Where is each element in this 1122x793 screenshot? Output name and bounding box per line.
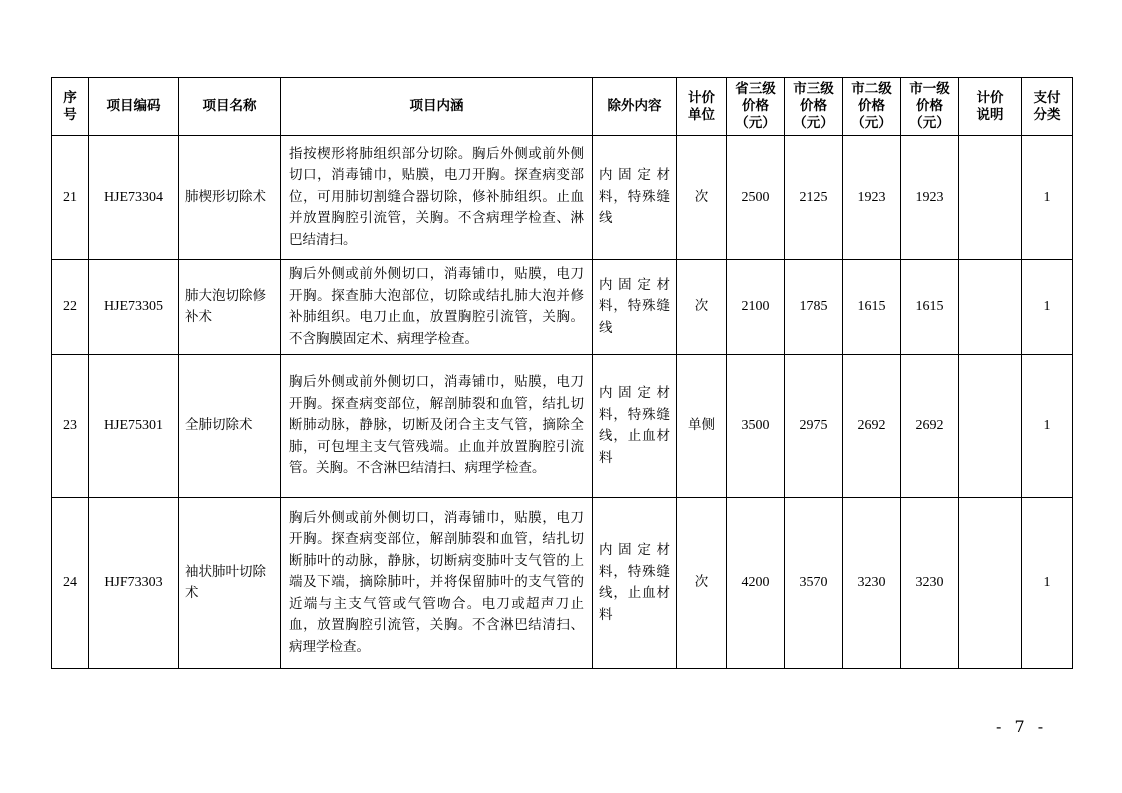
price-table	[51, 77, 1073, 669]
header-city3-price: 市三级 价格 （元）	[785, 78, 843, 136]
cell-code: HJE73304	[89, 136, 179, 260]
cell-code: HJE73305	[89, 260, 179, 355]
cell-province-price: 4200	[727, 498, 785, 669]
table-row	[52, 136, 1073, 260]
header-excluded: 除外内容	[593, 78, 677, 136]
cell-excluded: 内固定材料，特殊缝线	[593, 136, 677, 260]
cell-name: 袖状肺叶切除术	[179, 498, 281, 669]
table-row	[52, 260, 1073, 355]
cell-excluded: 内固定材料，特殊缝线	[593, 260, 677, 355]
header-name: 项目名称	[179, 78, 281, 136]
cell-content: 胸后外侧或前外侧切口，消毒铺巾，贴膜，电刀开胸。探查肺大泡部位，切除或结扎肺大泡并修补肺组织。电刀止血，放置胸腔引流管，关胸。不含胸膜固定术、病理学检查。	[281, 260, 593, 355]
header-payment-category: 支付 分类	[1022, 78, 1073, 136]
table-row	[52, 355, 1073, 498]
cell-content: 胸后外侧或前外侧切口，消毒铺巾，贴膜，电刀开胸。探查病变部位，解剖肺裂和血管，结扎切断肺叶的动脉，静脉，切断病变肺叶支气管的上端及下端，摘除肺叶，并将保留肺叶的支气管的近端与主支气管或气管吻合。电刀或超声刀止血，放置胸腔引流管，关胸。不含淋巴结清扫、病理学检查。	[281, 498, 593, 669]
cell-unit: 次	[677, 260, 727, 355]
cell-pricing-note	[959, 355, 1022, 498]
cell-city1-price: 1615	[901, 260, 959, 355]
cell-city3-price: 1785	[785, 260, 843, 355]
header-city2-price: 市二级 价格 （元）	[843, 78, 901, 136]
cell-name: 肺大泡切除修补术	[179, 260, 281, 355]
cell-code: HJF73303	[89, 498, 179, 669]
cell-city2-price: 2692	[843, 355, 901, 498]
cell-city3-price: 2125	[785, 136, 843, 260]
cell-city3-price: 3570	[785, 498, 843, 669]
cell-excluded: 内固定材料，特殊缝线，止血材料	[593, 355, 677, 498]
header-code: 项目编码	[89, 78, 179, 136]
cell-unit: 单侧	[677, 355, 727, 498]
cell-province-price: 3500	[727, 355, 785, 498]
cell-seq: 24	[52, 498, 89, 669]
cell-unit: 次	[677, 498, 727, 669]
cell-city3-price: 2975	[785, 355, 843, 498]
cell-unit: 次	[677, 136, 727, 260]
cell-seq: 22	[52, 260, 89, 355]
cell-name: 全肺切除术	[179, 355, 281, 498]
cell-province-price: 2100	[727, 260, 785, 355]
header-province-price: 省三级 价格 （元）	[727, 78, 785, 136]
cell-name: 肺楔形切除术	[179, 136, 281, 260]
cell-pricing-note	[959, 498, 1022, 669]
cell-payment-category: 1	[1022, 498, 1073, 669]
cell-content: 指按楔形将肺组织部分切除。胸后外侧或前外侧切口，消毒铺巾，贴膜，电刀开胸。探查病变部位，可用肺切割缝合器切除，修补肺组织。止血并放置胸腔引流管，关胸。不含病理学检查、淋巴结清扫。	[281, 136, 593, 260]
cell-city2-price: 1615	[843, 260, 901, 355]
cell-payment-category: 1	[1022, 355, 1073, 498]
header-row	[52, 78, 1073, 136]
page-number: - 7 -	[996, 717, 1048, 736]
cell-pricing-note	[959, 260, 1022, 355]
cell-seq: 23	[52, 355, 89, 498]
cell-payment-category: 1	[1022, 136, 1073, 260]
cell-city1-price: 1923	[901, 136, 959, 260]
cell-pricing-note	[959, 136, 1022, 260]
cell-province-price: 2500	[727, 136, 785, 260]
header-content: 项目内涵	[281, 78, 593, 136]
cell-city1-price: 3230	[901, 498, 959, 669]
cell-seq: 21	[52, 136, 89, 260]
cell-code: HJE75301	[89, 355, 179, 498]
cell-city2-price: 3230	[843, 498, 901, 669]
header-pricing-note: 计价 说明	[959, 78, 1022, 136]
cell-excluded: 内固定材料，特殊缝线，止血材料	[593, 498, 677, 669]
header-seq: 序 号	[52, 78, 89, 136]
cell-city2-price: 1923	[843, 136, 901, 260]
header-city1-price: 市一级 价格 （元）	[901, 78, 959, 136]
table-row	[52, 498, 1073, 669]
cell-payment-category: 1	[1022, 260, 1073, 355]
cell-content: 胸后外侧或前外侧切口，消毒铺巾，贴膜，电刀开胸。探查病变部位，解剖肺裂和血管，结扎切断肺动脉，静脉，切断及闭合主支气管，摘除全肺，可包埋主支气管残端。止血并放置胸腔引流管。关胸。不含淋巴结清扫、病理学检查。	[281, 355, 593, 498]
cell-city1-price: 2692	[901, 355, 959, 498]
header-unit: 计价 单位	[677, 78, 727, 136]
